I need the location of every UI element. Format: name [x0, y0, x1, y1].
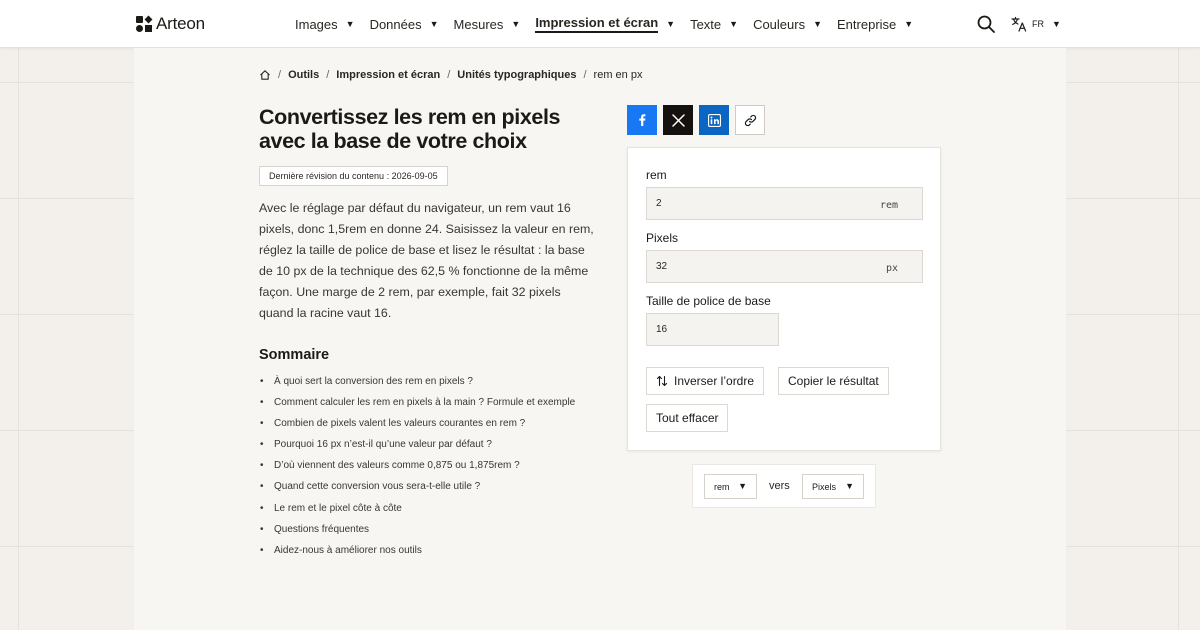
caret-down-icon: ▼: [429, 19, 439, 29]
breadcrumb-separator: /: [447, 69, 451, 81]
toc-link[interactable]: • Questions fréquentes: [259, 523, 579, 537]
caret-down-icon: ▼: [511, 19, 521, 29]
caret-down-icon: ▼: [904, 19, 914, 29]
language-selector[interactable]: [1011, 16, 1061, 32]
nav-item-impression-et-ecran[interactable]: Impression et écran ▼: [535, 14, 675, 34]
caret-down-icon: ▼: [666, 19, 676, 29]
rem-input-value: 2: [656, 198, 662, 209]
caret-down-icon: ▼: [845, 481, 854, 491]
share-facebook-button[interactable]: [627, 105, 657, 135]
toc-title: Sommaire: [259, 347, 330, 363]
nav-item-mesures[interactable]: Mesures ▼: [453, 16, 521, 32]
revision-badge: Dernière révision du contenu : 2026-09-05: [259, 166, 448, 186]
base-font-size-input[interactable]: [646, 313, 779, 346]
base-font-size-value: 16: [656, 324, 668, 335]
breadcrumb-separator: /: [278, 69, 282, 81]
unit-switcher: [692, 464, 876, 508]
search-icon: [976, 14, 996, 34]
language-code: FR: [1032, 19, 1044, 29]
nav-item-entreprise[interactable]: Entreprise ▼: [837, 16, 914, 32]
toc-link[interactable]: • Pourquoi 16 px n’est-il qu’une valeur par défaut ?: [259, 438, 579, 452]
caret-down-icon: ▼: [729, 19, 739, 29]
brand-name: Arteon: [156, 14, 205, 33]
breadcrumb-current: rem en px: [593, 69, 643, 81]
toc-link[interactable]: • D’où viennent des valeurs comme 0,875 ou 1,875rem ?: [259, 459, 579, 473]
main-nav: [295, 0, 928, 48]
caret-down-icon: ▼: [738, 481, 747, 491]
copy-link-button[interactable]: [735, 105, 765, 135]
breadcrumb-separator: /: [583, 69, 587, 81]
breadcrumb-outils[interactable]: Outils: [288, 69, 320, 81]
linkedin-icon: [708, 114, 721, 127]
copy-result-label: Copier le résultat: [788, 374, 879, 388]
home-icon[interactable]: [259, 69, 271, 81]
rem-label: rem: [646, 168, 667, 182]
base-font-size-label: Taille de police de base: [646, 294, 771, 308]
toc-link[interactable]: • Combien de pixels valent les valeurs courantes en rem ?: [259, 417, 579, 431]
facebook-icon: [635, 113, 649, 127]
caret-down-icon: ▼: [813, 19, 823, 29]
link-icon: [744, 114, 757, 127]
share-linkedin-button[interactable]: [699, 105, 729, 135]
brand-logo[interactable]: [136, 14, 205, 34]
caret-down-icon: ▼: [345, 19, 355, 29]
rem-unit-suffix: rem: [879, 200, 898, 211]
breadcrumb-separator: /: [326, 69, 330, 81]
table-of-contents: [259, 375, 579, 565]
logo-mark-icon: [136, 16, 152, 32]
toc-link[interactable]: • Le rem et le pixel côte à côte: [259, 502, 579, 516]
page-title: Convertissez les rem en pixels avec la base de votre choix: [259, 105, 561, 153]
rem-input[interactable]: [646, 187, 923, 220]
breadcrumb: [259, 69, 642, 81]
pixels-unit-suffix: px: [885, 263, 898, 274]
top-navigation-bar: [0, 0, 1200, 48]
toc-link[interactable]: • À quoi sert la conversion des rem en pixels ?: [259, 375, 579, 389]
translate-icon: [1011, 16, 1027, 32]
share-x-button[interactable]: [663, 105, 693, 135]
swap-order-label: Inverser l’ordre: [674, 374, 755, 388]
pixels-label: Pixels: [646, 231, 679, 245]
pixels-input[interactable]: [646, 250, 923, 283]
switcher-connector: vers: [769, 480, 790, 492]
from-unit-select[interactable]: [704, 474, 757, 499]
nav-item-couleurs[interactable]: Couleurs ▼: [753, 16, 823, 32]
toc-link[interactable]: • Comment calculer les rem en pixels à la main ? Formule et exemple: [259, 396, 579, 410]
nav-item-images[interactable]: Images ▼: [295, 16, 355, 32]
nav-item-donnees[interactable]: Données ▼: [369, 16, 439, 32]
x-logo-icon: [672, 114, 685, 127]
breadcrumb-impression-et-ecran[interactable]: Impression et écran: [336, 69, 441, 81]
nav-item-texte[interactable]: Texte ▼: [690, 16, 739, 32]
to-unit-value: Pixels: [812, 481, 837, 492]
toc-link[interactable]: • Quand cette conversion vous sera-t-elle utile ?: [259, 480, 579, 494]
copy-result-button[interactable]: [778, 367, 889, 395]
caret-down-icon: ▼: [1052, 19, 1061, 29]
swap-order-button[interactable]: [646, 367, 764, 395]
from-unit-value: rem: [714, 481, 730, 492]
intro-paragraph: Avec le réglage par défaut du navigateur, un rem vaut 16 pixels, donc 1,5rem en donne 24. Saisissez la valeur en rem, réglez la taille de police de base et lisez le résultat : la base de 10 px de la technique des 62,5 % fonctionne de la même façon. Une marge de 2 rem, par exemple, fait 32 pixels quand la racine vaut 16.: [259, 201, 594, 320]
search-button[interactable]: [976, 14, 996, 34]
to-unit-select[interactable]: [802, 474, 864, 499]
rem-to-px-calculator: [627, 147, 941, 451]
pixels-input-value: 32: [656, 261, 668, 272]
breadcrumb-unites-typographiques[interactable]: Unités typographiques: [457, 69, 577, 81]
toc-link[interactable]: • Aidez-nous à améliorer nos outils: [259, 544, 579, 558]
clear-all-label: Tout effacer: [656, 411, 719, 425]
swap-arrows-icon: [656, 375, 668, 387]
clear-all-button[interactable]: [646, 404, 728, 432]
